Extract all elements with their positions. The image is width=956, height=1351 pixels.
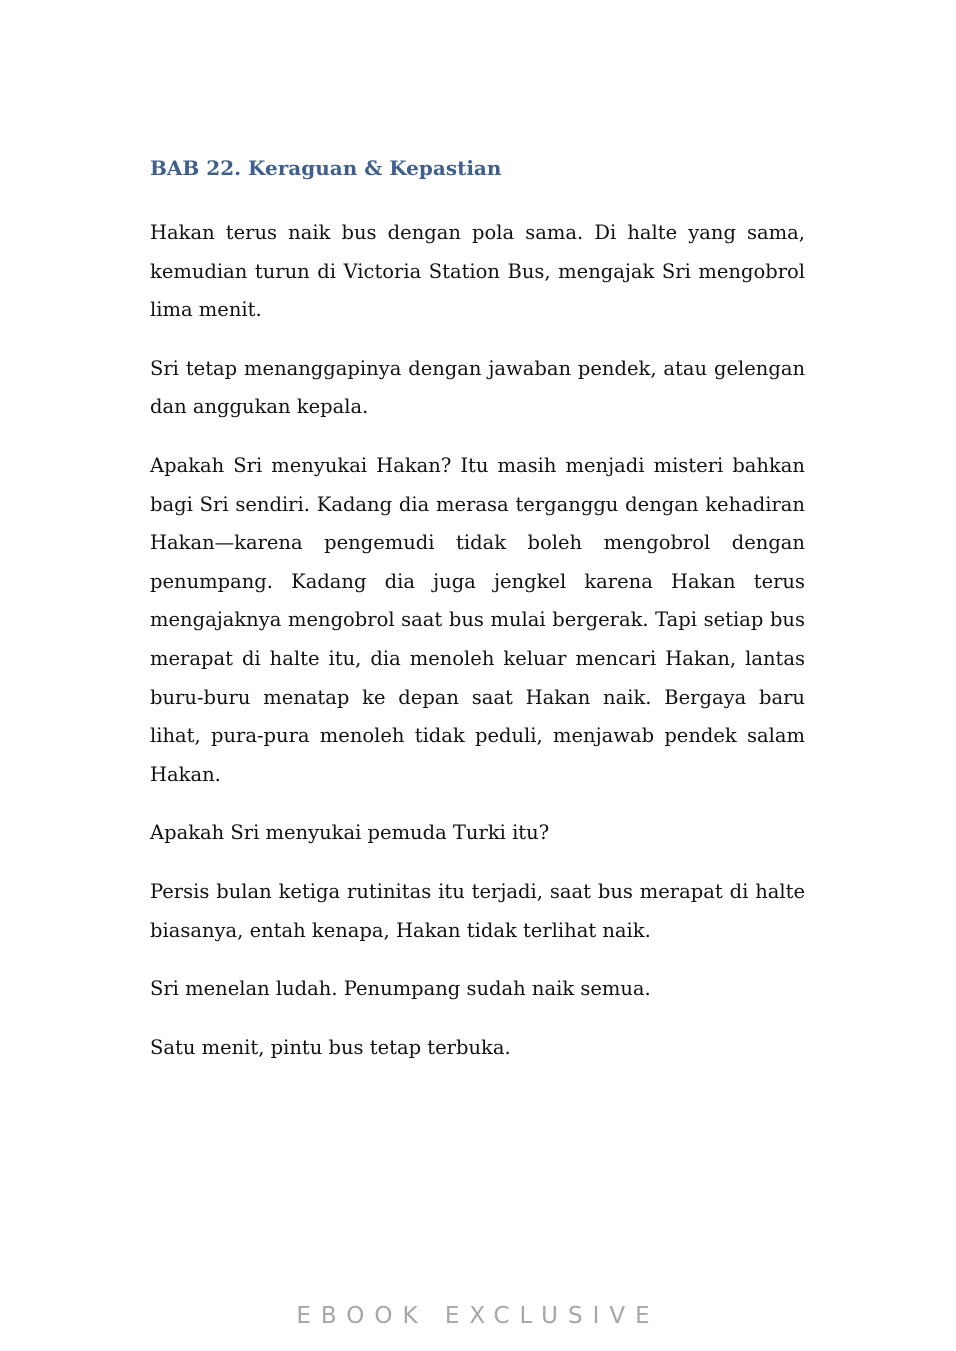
paragraph: Hakan terus naik bus dengan pola sama. Di halte yang sama, kemudian turun di Victoria Station Bus, mengajak Sri mengobrol lima menit. — [150, 221, 805, 322]
paragraph: Sri menelan ludah. Penumpang sudah naik semua. — [150, 977, 651, 1001]
paragraph: Apakah Sri menyukai Hakan? Itu masih menjadi misteri bahkan bagi Sri sendiri. Kadang dia merasa terganggu dengan kehadiran Hakan—karena pengemudi tidak boleh mengobrol dengan penumpang. Kadang dia juga jengkel karena Hakan terus mengajaknya mengobrol saat bus mulai bergerak. Tapi setiap bus merapat di halte itu, dia menoleh keluar mencari Hakan, lantas buru-buru menatap ke depan saat Hakan naik. Bergaya baru lihat, pura-pura menoleh tidak peduli, menjawab pendek salam Hakan. — [150, 453, 805, 786]
chapter-heading: BAB 22. Keraguan & Kepastian — [150, 156, 502, 180]
paragraph: Persis bulan ketiga rutinitas itu terjadi, saat bus merapat di halte biasanya, entah kenapa, Hakan tidak terlihat naik. — [150, 879, 805, 942]
ebook-exclusive-footer: EBOOK EXCLUSIVE — [296, 1303, 660, 1329]
paragraph: Apakah Sri menyukai pemuda Turki itu? — [150, 821, 550, 845]
paragraph: Satu menit, pintu bus tetap terbuka. — [150, 1035, 511, 1059]
chapter-body — [150, 214, 805, 1087]
paragraph: Sri tetap menanggapinya dengan jawaban pendek, atau gelengan dan anggukan kepala. — [150, 356, 805, 419]
book-page — [150, 0, 805, 1351]
